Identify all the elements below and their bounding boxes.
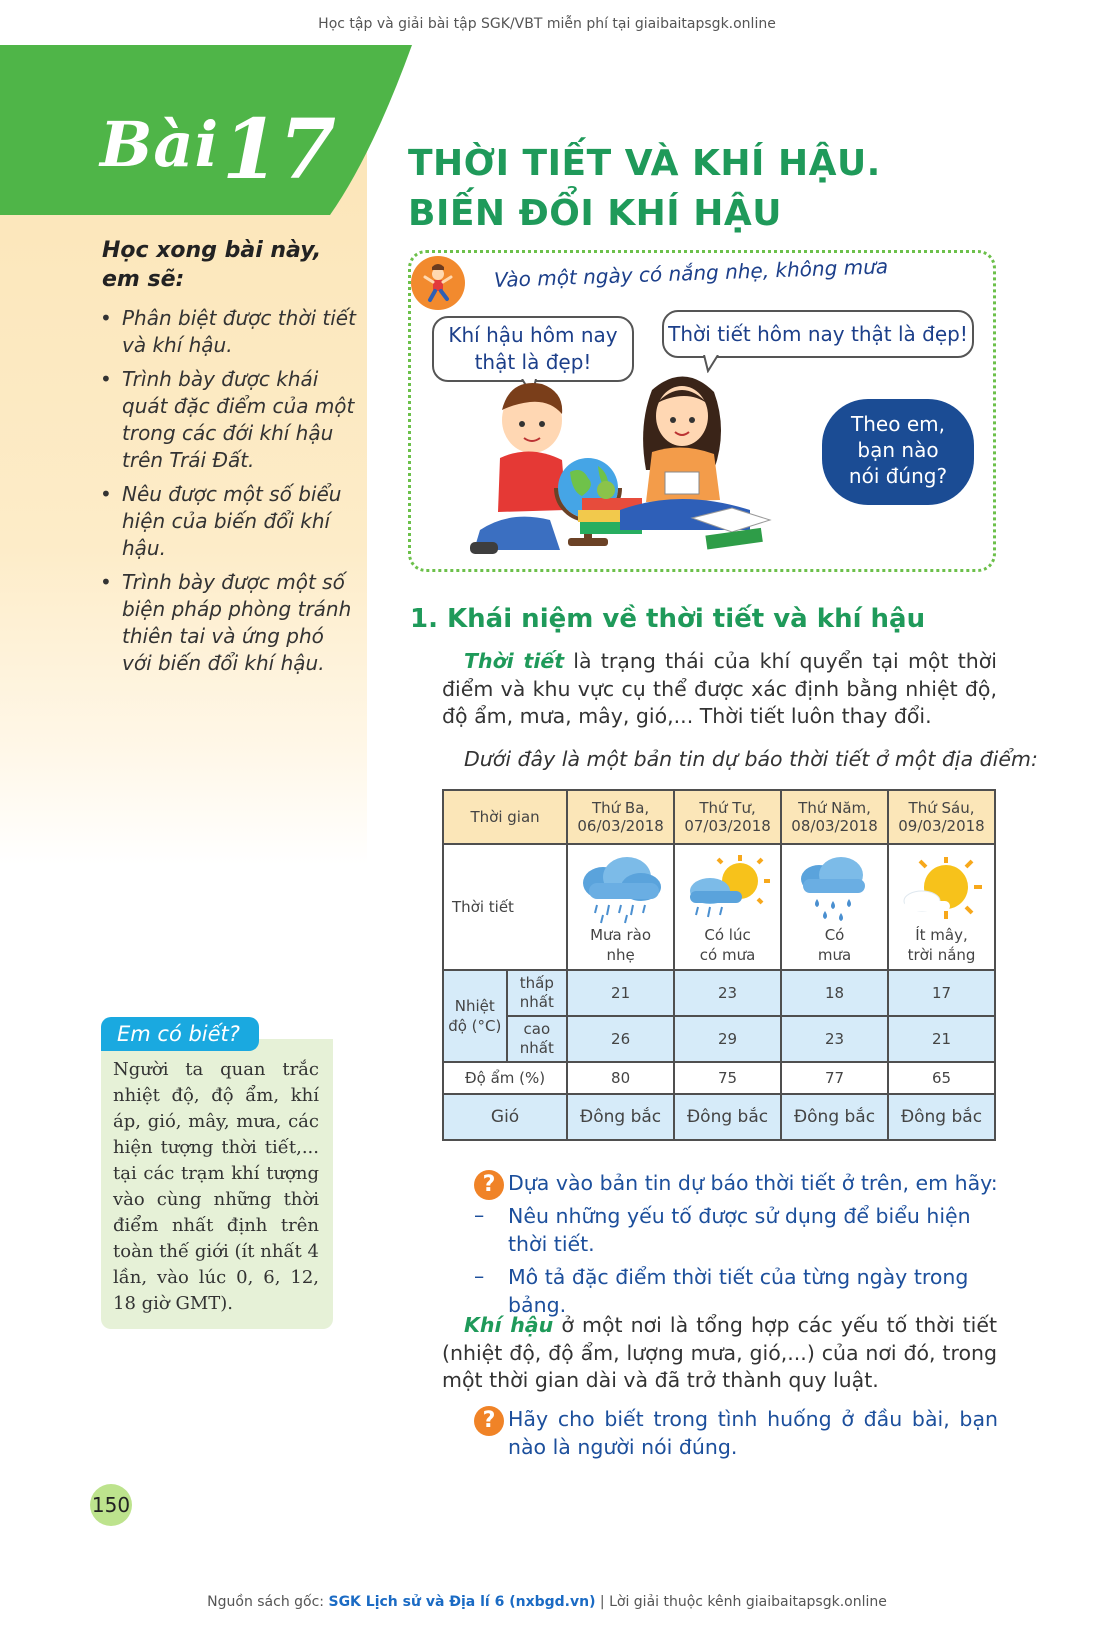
question-1a: Nêu những yếu tố được sử dụng để biểu hiện thời tiết. (508, 1204, 971, 1256)
climate-definition-text: ở một nơi là tổng hợp các yếu tố thời tiết (nhiệt độ, độ ẩm, lượng mưa, gió,...) của nơi đó, trong một thời gian dài và đã trở thành quy luật. (442, 1313, 998, 1392)
header-note: Học tập và giải bài tập SGK/VBT miễn phí tại giaibaitapsgk.online (318, 16, 776, 32)
forecast-intro: Dưới đây là một bản tin dự báo thời tiết ở một địa điểm: (464, 747, 1038, 771)
question-2: Hãy cho biết trong tình huống ở đầu bài, bạn nào là người nói đúng. (508, 1407, 998, 1459)
weather-cell (567, 844, 674, 970)
low-label: thấp nhất (507, 970, 568, 1016)
day-name: Thứ Năm, (798, 799, 871, 817)
table-row (443, 970, 995, 1016)
table-row (443, 844, 995, 970)
day-date: 07/03/2018 (684, 817, 771, 835)
weather-cell (888, 844, 995, 970)
day-date: 08/03/2018 (791, 817, 878, 835)
weather-definition-text: là trạng thái của khí quyển tại một thời điểm và khu vực cụ thể được xác định bằng nhiệt độ, độ ẩm, mưa, mây, gió,... Thời tiết luôn thay đổi. (442, 649, 998, 728)
weather-cell (781, 844, 888, 970)
humidity-value: 65 (888, 1062, 995, 1094)
day-header (674, 790, 781, 844)
question-1: Dựa vào bản tin dự báo thời tiết ở trên, em hãy: (508, 1171, 998, 1195)
weather-label: Có lúc có mưa (699, 926, 756, 964)
weather-label: Mưa rào nhẹ (590, 926, 652, 964)
climate-definition (442, 1312, 997, 1395)
sun-rain-cloud-icon (682, 855, 774, 925)
humidity-value: 80 (567, 1062, 674, 1094)
weather-label: Ít mây, trời nắng (907, 926, 976, 964)
objective-item: • Phân biệt được thời tiết và khí hậu. (100, 305, 358, 359)
low-value: 18 (781, 970, 888, 1016)
forecast-table (442, 789, 996, 1141)
high-value: 23 (781, 1016, 888, 1062)
table-row (443, 1094, 995, 1140)
low-value: 23 (674, 970, 781, 1016)
section-heading: 1. Khái niệm về thời tiết và khí hậu (410, 604, 926, 634)
lesson-label: Bài (100, 108, 220, 181)
running-kid-icon (410, 255, 466, 311)
high-value: 21 (888, 1016, 995, 1062)
boy-speech-line2: thật là đẹp! (474, 350, 592, 374)
day-date: 06/03/2018 (577, 817, 664, 835)
humidity-value: 75 (674, 1062, 781, 1094)
wind-row-label: Gió (443, 1094, 567, 1140)
day-name: Thứ Ba, (591, 799, 650, 817)
wind-value: Đông bắc (674, 1094, 781, 1140)
temperature-row-label: Nhiệt độ (°C) (443, 970, 507, 1062)
question-1b: Mô tả đặc điểm thời tiết của từng ngày trong bảng. (508, 1265, 969, 1317)
question-bubble-line2: bạn nào (857, 438, 939, 462)
weather-definition (442, 648, 997, 731)
children-globe-illustration (470, 370, 800, 565)
weather-cell (674, 844, 781, 970)
high-label: cao nhất (507, 1016, 568, 1062)
humidity-value: 77 (781, 1062, 888, 1094)
question-mark-icon: ? (474, 1170, 504, 1200)
day-header (781, 790, 888, 844)
footer-source: SGK Lịch sử và Địa lí 6 (nxbgd.vn) (328, 1594, 596, 1610)
footer-prefix: Nguồn sách gốc: (207, 1594, 329, 1610)
high-value: 29 (674, 1016, 781, 1062)
objectives-heading: Học xong bài này, em sẽ: (102, 238, 322, 292)
question-mark-icon: ? (474, 1406, 504, 1436)
day-header (888, 790, 995, 844)
scenario-caption: Vào một ngày có nắng nhẹ, không mưa (493, 254, 889, 292)
page-number: 150 (90, 1484, 132, 1526)
dash-bullet: – (474, 1264, 485, 1288)
day-name: Thứ Sáu, (908, 799, 975, 817)
high-value: 26 (567, 1016, 674, 1062)
page-title-line2: BIẾN ĐỔI KHÍ HẬU (408, 193, 782, 234)
low-value: 21 (567, 970, 674, 1016)
question-bubble (822, 399, 974, 505)
sun-cloud-icon (896, 855, 988, 925)
low-value: 17 (888, 970, 995, 1016)
weather-term: Thời tiết (464, 649, 565, 673)
climate-term: Khí hậu (464, 1313, 554, 1337)
wind-value: Đông bắc (567, 1094, 674, 1140)
objective-item: • Nêu được một số biểu hiện của biến đổi khí hậu. (100, 481, 358, 562)
wind-value: Đông bắc (888, 1094, 995, 1140)
wind-value: Đông bắc (781, 1094, 888, 1140)
footer (0, 1594, 1094, 1610)
weather-row-label: Thời tiết (443, 844, 567, 970)
page-title-line1: THỜI TIẾT VÀ KHÍ HẬU. (408, 143, 881, 184)
table-row (443, 1016, 995, 1062)
table-row (443, 1062, 995, 1094)
rain-cloud-icon (575, 855, 667, 925)
question-bubble-line1: Theo em, (851, 412, 945, 436)
lesson-number: 17 (222, 102, 337, 198)
objectives-list (100, 305, 358, 684)
did-you-know-text: Người ta quan trắc nhiệt độ, độ ẩm, khí áp, gió, mây, mưa, các hiện tượng thời tiết,... tại các trạm khí tượng vào cùng những thời điểm nhất định trên toàn thế giới (ít nhất 4 lần, vào lúc 0, 6, 12, 18 giờ GMT). (113, 1059, 319, 1314)
time-header: Thời gian (443, 790, 567, 844)
day-name: Thứ Tư, (699, 799, 756, 817)
objective-item: • Trình bày được khái quát đặc điểm của một trong các đới khí hậu trên Trái Đất. (100, 366, 358, 474)
day-date: 09/03/2018 (898, 817, 985, 835)
footer-suffix: | Lời giải thuộc kênh giaibaitapsgk.online (595, 1594, 887, 1610)
dash-bullet: – (474, 1203, 485, 1227)
question-bubble-line3: nói đúng? (848, 464, 948, 488)
girl-speech-bubble: Thời tiết hôm nay thật là đẹp! (662, 310, 974, 358)
table-row (443, 790, 995, 844)
did-you-know-title: Em có biết? (101, 1017, 259, 1051)
day-header (567, 790, 674, 844)
weather-label: Có mưa (817, 926, 852, 964)
rain-cloud-icon (789, 855, 881, 925)
objective-item: • Trình bày được một số biện pháp phòng tránh thiên tai và ứng phó với biến đổi khí hậu. (100, 569, 358, 677)
boy-speech-line1: Khí hậu hôm nay (448, 323, 618, 347)
humidity-row-label: Độ ẩm (%) (443, 1062, 567, 1094)
